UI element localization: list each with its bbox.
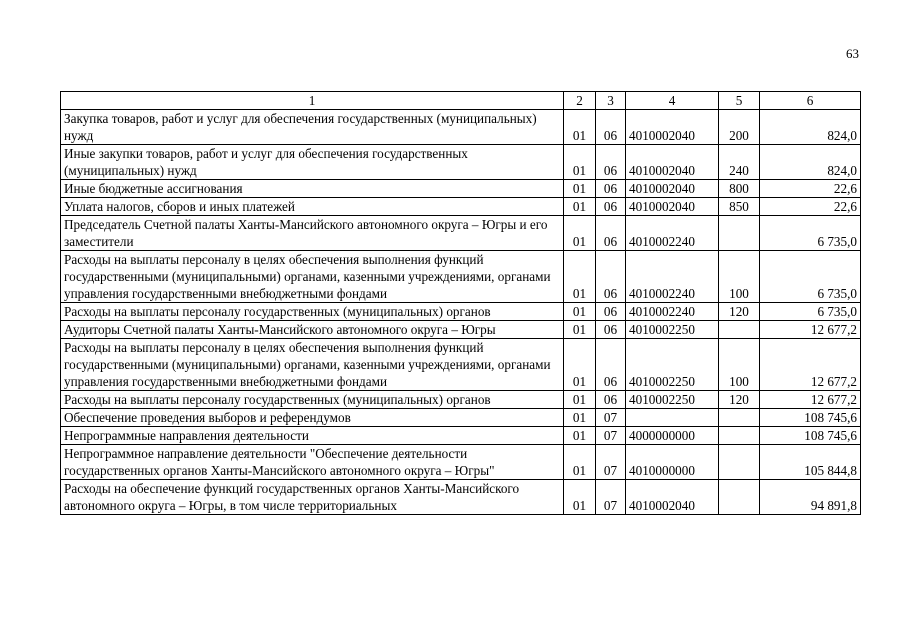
expense-type-cell: 120 <box>719 391 760 409</box>
header-cell: 2 <box>564 92 596 110</box>
target-article-cell: 4000000000 <box>626 427 719 445</box>
subsection-code-cell: 07 <box>596 427 626 445</box>
header-cell: 1 <box>61 92 564 110</box>
section-code-cell: 01 <box>564 251 596 303</box>
expense-type-cell: 120 <box>719 303 760 321</box>
expense-type-cell <box>719 321 760 339</box>
target-article-cell: 4010002040 <box>626 180 719 198</box>
subsection-code-cell: 06 <box>596 198 626 216</box>
row-name-cell: Обеспечение проведения выборов и референдумов <box>61 409 564 427</box>
subsection-code-cell: 06 <box>596 339 626 391</box>
amount-cell: 108 745,6 <box>760 427 861 445</box>
subsection-code-cell: 06 <box>596 391 626 409</box>
expense-type-cell: 240 <box>719 145 760 180</box>
expense-type-cell: 100 <box>719 251 760 303</box>
subsection-code-cell: 06 <box>596 216 626 251</box>
subsection-code-cell: 07 <box>596 480 626 515</box>
amount-cell: 22,6 <box>760 198 861 216</box>
subsection-code-cell: 06 <box>596 110 626 145</box>
subsection-code-cell: 07 <box>596 445 626 480</box>
section-code-cell: 01 <box>564 445 596 480</box>
amount-cell: 6 735,0 <box>760 251 861 303</box>
table-row <box>61 251 861 303</box>
section-code-cell: 01 <box>564 391 596 409</box>
target-article-cell: 4010002250 <box>626 339 719 391</box>
header-cell: 6 <box>760 92 861 110</box>
section-code-cell: 01 <box>564 409 596 427</box>
expense-type-cell: 100 <box>719 339 760 391</box>
section-code-cell: 01 <box>564 321 596 339</box>
expense-type-cell: 200 <box>719 110 760 145</box>
section-code-cell: 01 <box>564 427 596 445</box>
table-row <box>61 480 861 515</box>
section-code-cell: 01 <box>564 198 596 216</box>
row-name-cell: Аудиторы Счетной палаты Ханты-Мансийского автономного округа – Югры <box>61 321 564 339</box>
section-code-cell: 01 <box>564 480 596 515</box>
expense-type-cell <box>719 216 760 251</box>
section-code-cell: 01 <box>564 216 596 251</box>
table-row <box>61 180 861 198</box>
subsection-code-cell: 06 <box>596 251 626 303</box>
budget-table <box>60 91 861 515</box>
page-number: 63 <box>846 46 859 61</box>
amount-cell: 6 735,0 <box>760 216 861 251</box>
table-header-row <box>61 92 861 110</box>
section-code-cell: 01 <box>564 180 596 198</box>
section-code-cell: 01 <box>564 110 596 145</box>
table-row <box>61 445 861 480</box>
subsection-code-cell: 06 <box>596 145 626 180</box>
header-cell: 5 <box>719 92 760 110</box>
table-row <box>61 391 861 409</box>
amount-cell: 12 677,2 <box>760 391 861 409</box>
expense-type-cell <box>719 427 760 445</box>
target-article-cell <box>626 409 719 427</box>
row-name-cell: Расходы на обеспечение функций государственных органов Ханты-Мансийского автономного округа – Югры, в том числе территориальных <box>61 480 564 515</box>
subsection-code-cell: 06 <box>596 303 626 321</box>
amount-cell: 22,6 <box>760 180 861 198</box>
amount-cell: 824,0 <box>760 110 861 145</box>
header-cell: 4 <box>626 92 719 110</box>
amount-cell: 824,0 <box>760 145 861 180</box>
target-article-cell: 4010002250 <box>626 321 719 339</box>
row-name-cell: Закупка товаров, работ и услуг для обеспечения государственных (муниципальных) нужд <box>61 110 564 145</box>
amount-cell: 94 891,8 <box>760 480 861 515</box>
subsection-code-cell: 07 <box>596 409 626 427</box>
expense-type-cell <box>719 409 760 427</box>
table-row <box>61 321 861 339</box>
table-row <box>61 339 861 391</box>
table-row <box>61 216 861 251</box>
table-row <box>61 303 861 321</box>
row-name-cell: Председатель Счетной палаты Ханты-Мансийского автономного округа – Югры и его заместители <box>61 216 564 251</box>
section-code-cell: 01 <box>564 339 596 391</box>
expense-type-cell: 800 <box>719 180 760 198</box>
target-article-cell: 4010002040 <box>626 110 719 145</box>
row-name-cell: Расходы на выплаты персоналу государственных (муниципальных) органов <box>61 303 564 321</box>
expense-type-cell <box>719 445 760 480</box>
table-row <box>61 110 861 145</box>
expense-type-cell: 850 <box>719 198 760 216</box>
row-name-cell: Расходы на выплаты персоналу в целях обеспечения выполнения функций государственными (муниципальными) органами, казенными учреждениями, органами управления государственными внебюджетными фондами <box>61 251 564 303</box>
subsection-code-cell: 06 <box>596 180 626 198</box>
section-code-cell: 01 <box>564 303 596 321</box>
header-cell: 3 <box>596 92 626 110</box>
table-row <box>61 409 861 427</box>
amount-cell: 6 735,0 <box>760 303 861 321</box>
row-name-cell: Непрограммные направления деятельности <box>61 427 564 445</box>
section-code-cell: 01 <box>564 145 596 180</box>
row-name-cell: Расходы на выплаты персоналу в целях обеспечения выполнения функций государственными (муниципальными) органами, казенными учреждениями, органами управления государственными внебюджетными фондами <box>61 339 564 391</box>
amount-cell: 12 677,2 <box>760 339 861 391</box>
subsection-code-cell: 06 <box>596 321 626 339</box>
target-article-cell: 4010002240 <box>626 251 719 303</box>
expense-type-cell <box>719 480 760 515</box>
table-row <box>61 427 861 445</box>
row-name-cell: Расходы на выплаты персоналу государственных (муниципальных) органов <box>61 391 564 409</box>
amount-cell: 105 844,8 <box>760 445 861 480</box>
table-row <box>61 145 861 180</box>
row-name-cell: Непрограммное направление деятельности "Обеспечение деятельности государственных органов Ханты-Мансийского автономного округа – Югры" <box>61 445 564 480</box>
target-article-cell: 4010002240 <box>626 303 719 321</box>
row-name-cell: Уплата налогов, сборов и иных платежей <box>61 198 564 216</box>
amount-cell: 108 745,6 <box>760 409 861 427</box>
row-name-cell: Иные бюджетные ассигнования <box>61 180 564 198</box>
target-article-cell: 4010002240 <box>626 216 719 251</box>
amount-cell: 12 677,2 <box>760 321 861 339</box>
target-article-cell: 4010000000 <box>626 445 719 480</box>
target-article-cell: 4010002040 <box>626 145 719 180</box>
target-article-cell: 4010002250 <box>626 391 719 409</box>
target-article-cell: 4010002040 <box>626 198 719 216</box>
row-name-cell: Иные закупки товаров, работ и услуг для обеспечения государственных (муниципальных) нужд <box>61 145 564 180</box>
table-row <box>61 198 861 216</box>
target-article-cell: 4010002040 <box>626 480 719 515</box>
